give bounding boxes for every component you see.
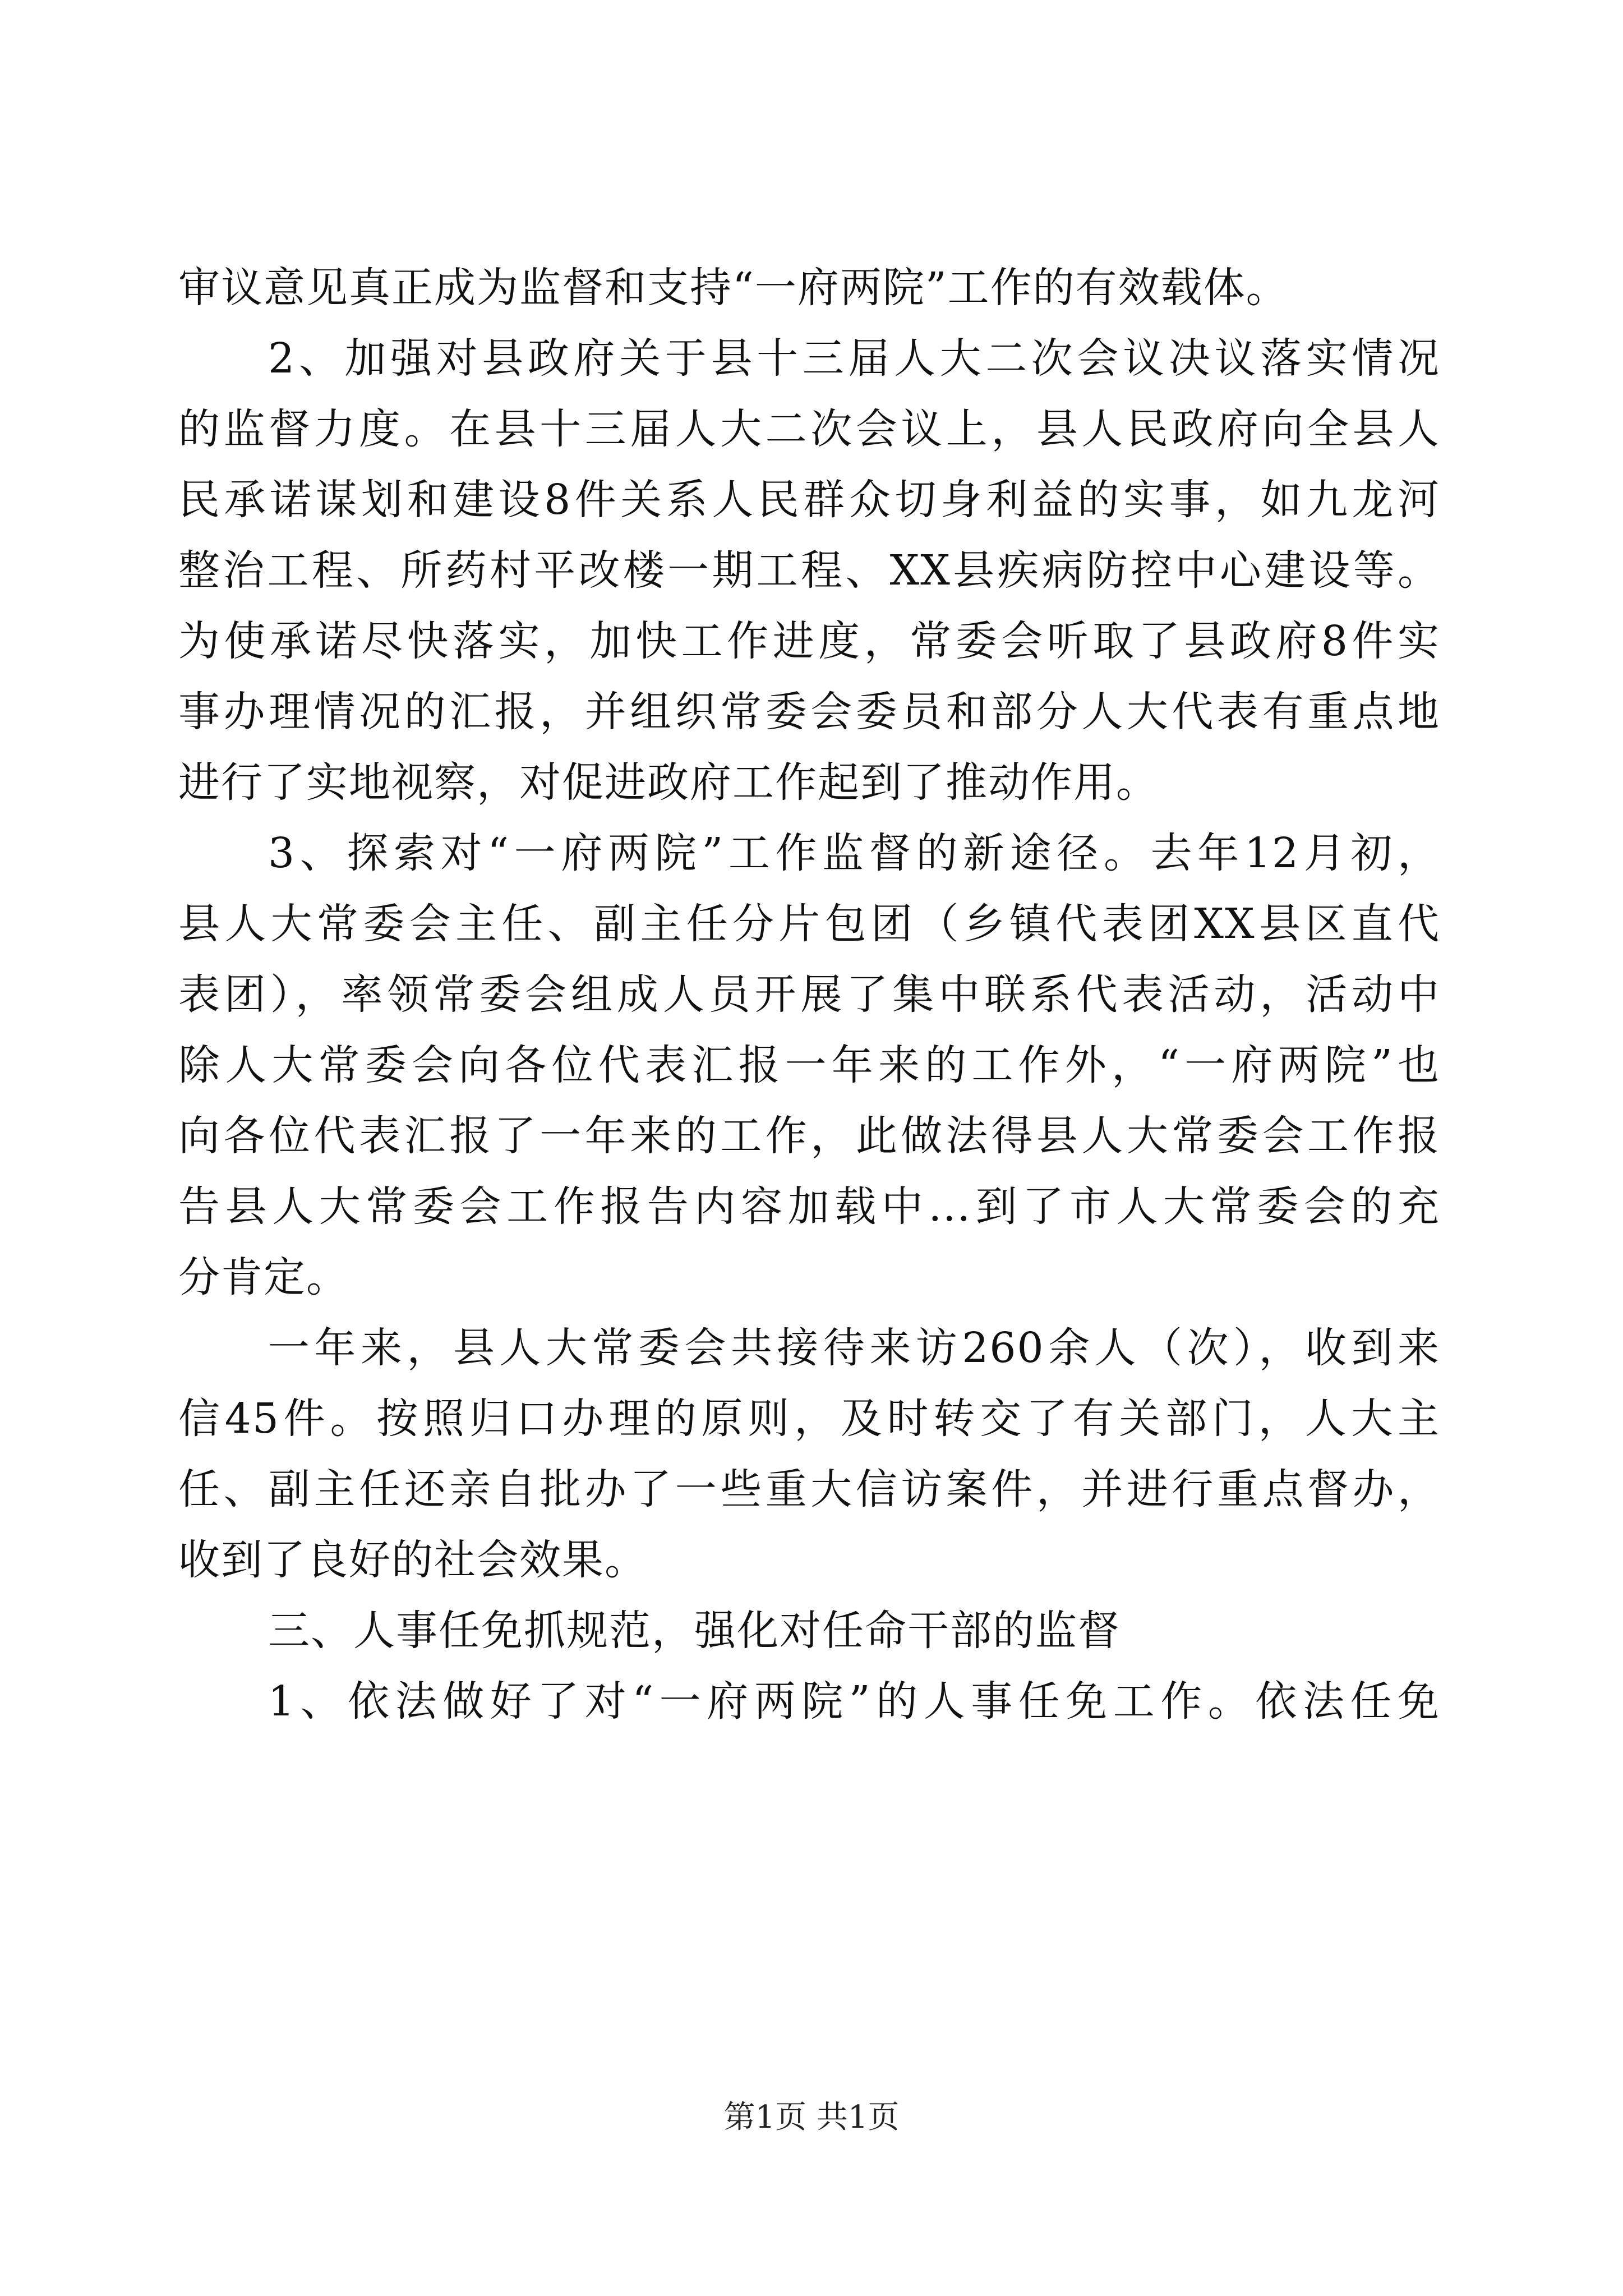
text-line: 1、依法做好了对“一府两院”的人事任免工作。依法任免 <box>268 1677 1440 1726</box>
text-line: 表团），率领常委会组成人员开展了集中联系代表活动，活动中 <box>178 970 1440 1019</box>
text-line: 县人大常委会主任、副主任分片包团（乡镇代表团XX县区直代 <box>178 900 1440 948</box>
text-line: 一年来，县人大常委会共接待来访260余人（次），收到来 <box>268 1324 1440 1372</box>
section-heading: 三、人事任免抓规范，强化对任命干部的监督 <box>268 1607 1121 1655</box>
text-line: 收到了良好的社会效果。 <box>178 1536 647 1584</box>
text-line: 3、探索对“一府两院”工作监督的新途径。去年12月初， <box>268 829 1440 877</box>
text-line: 的监督力度。在县十三届人大二次会议上，县人民政府向全县人 <box>178 405 1440 453</box>
text-line: 信45件。按照归口办理的原则，及时转交了有关部门，人大主 <box>178 1395 1440 1443</box>
text-line: 事办理情况的汇报，并组织常委会委员和部分人大代表有重点地 <box>178 688 1440 736</box>
text-line: 为使承诺尽快落实，加快工作进度，常委会听取了县政府8件实 <box>178 617 1440 665</box>
text-line: 整治工程、所药村平改楼一期工程、XX县疾病防控中心建设等。 <box>178 546 1440 595</box>
text-line: 告县人大常委会工作报告内容加载中...到了市人大常委会的充 <box>178 1182 1440 1231</box>
page-footer: 第1页 共1页 <box>723 2099 900 2136</box>
text-line: 任、副主任还亲自批办了一些重大信访案件，并进行重点督办， <box>178 1465 1440 1513</box>
text-line: 民承诺谋划和建设8件关系人民群众切身利益的实事，如九龙河 <box>178 476 1440 524</box>
text-line: 分肯定。 <box>178 1253 349 1301</box>
text-line: 2、加强对县政府关于县十三届人大二次会议决议落实情况 <box>268 334 1440 383</box>
text-line: 审议意见真正成为监督和支持“一府两院”工作的有效载体。 <box>178 264 1289 312</box>
text-line: 进行了实地视察，对促进政府工作起到了推动作用。 <box>178 758 1159 807</box>
text-line: 向各位代表汇报了一年来的工作，此做法得县人大常委会工作报 <box>178 1112 1440 1160</box>
document-body <box>178 252 1440 1737</box>
text-line: 除人大常委会向各位代表汇报一年来的工作外，“一府两院”也 <box>178 1041 1440 1089</box>
